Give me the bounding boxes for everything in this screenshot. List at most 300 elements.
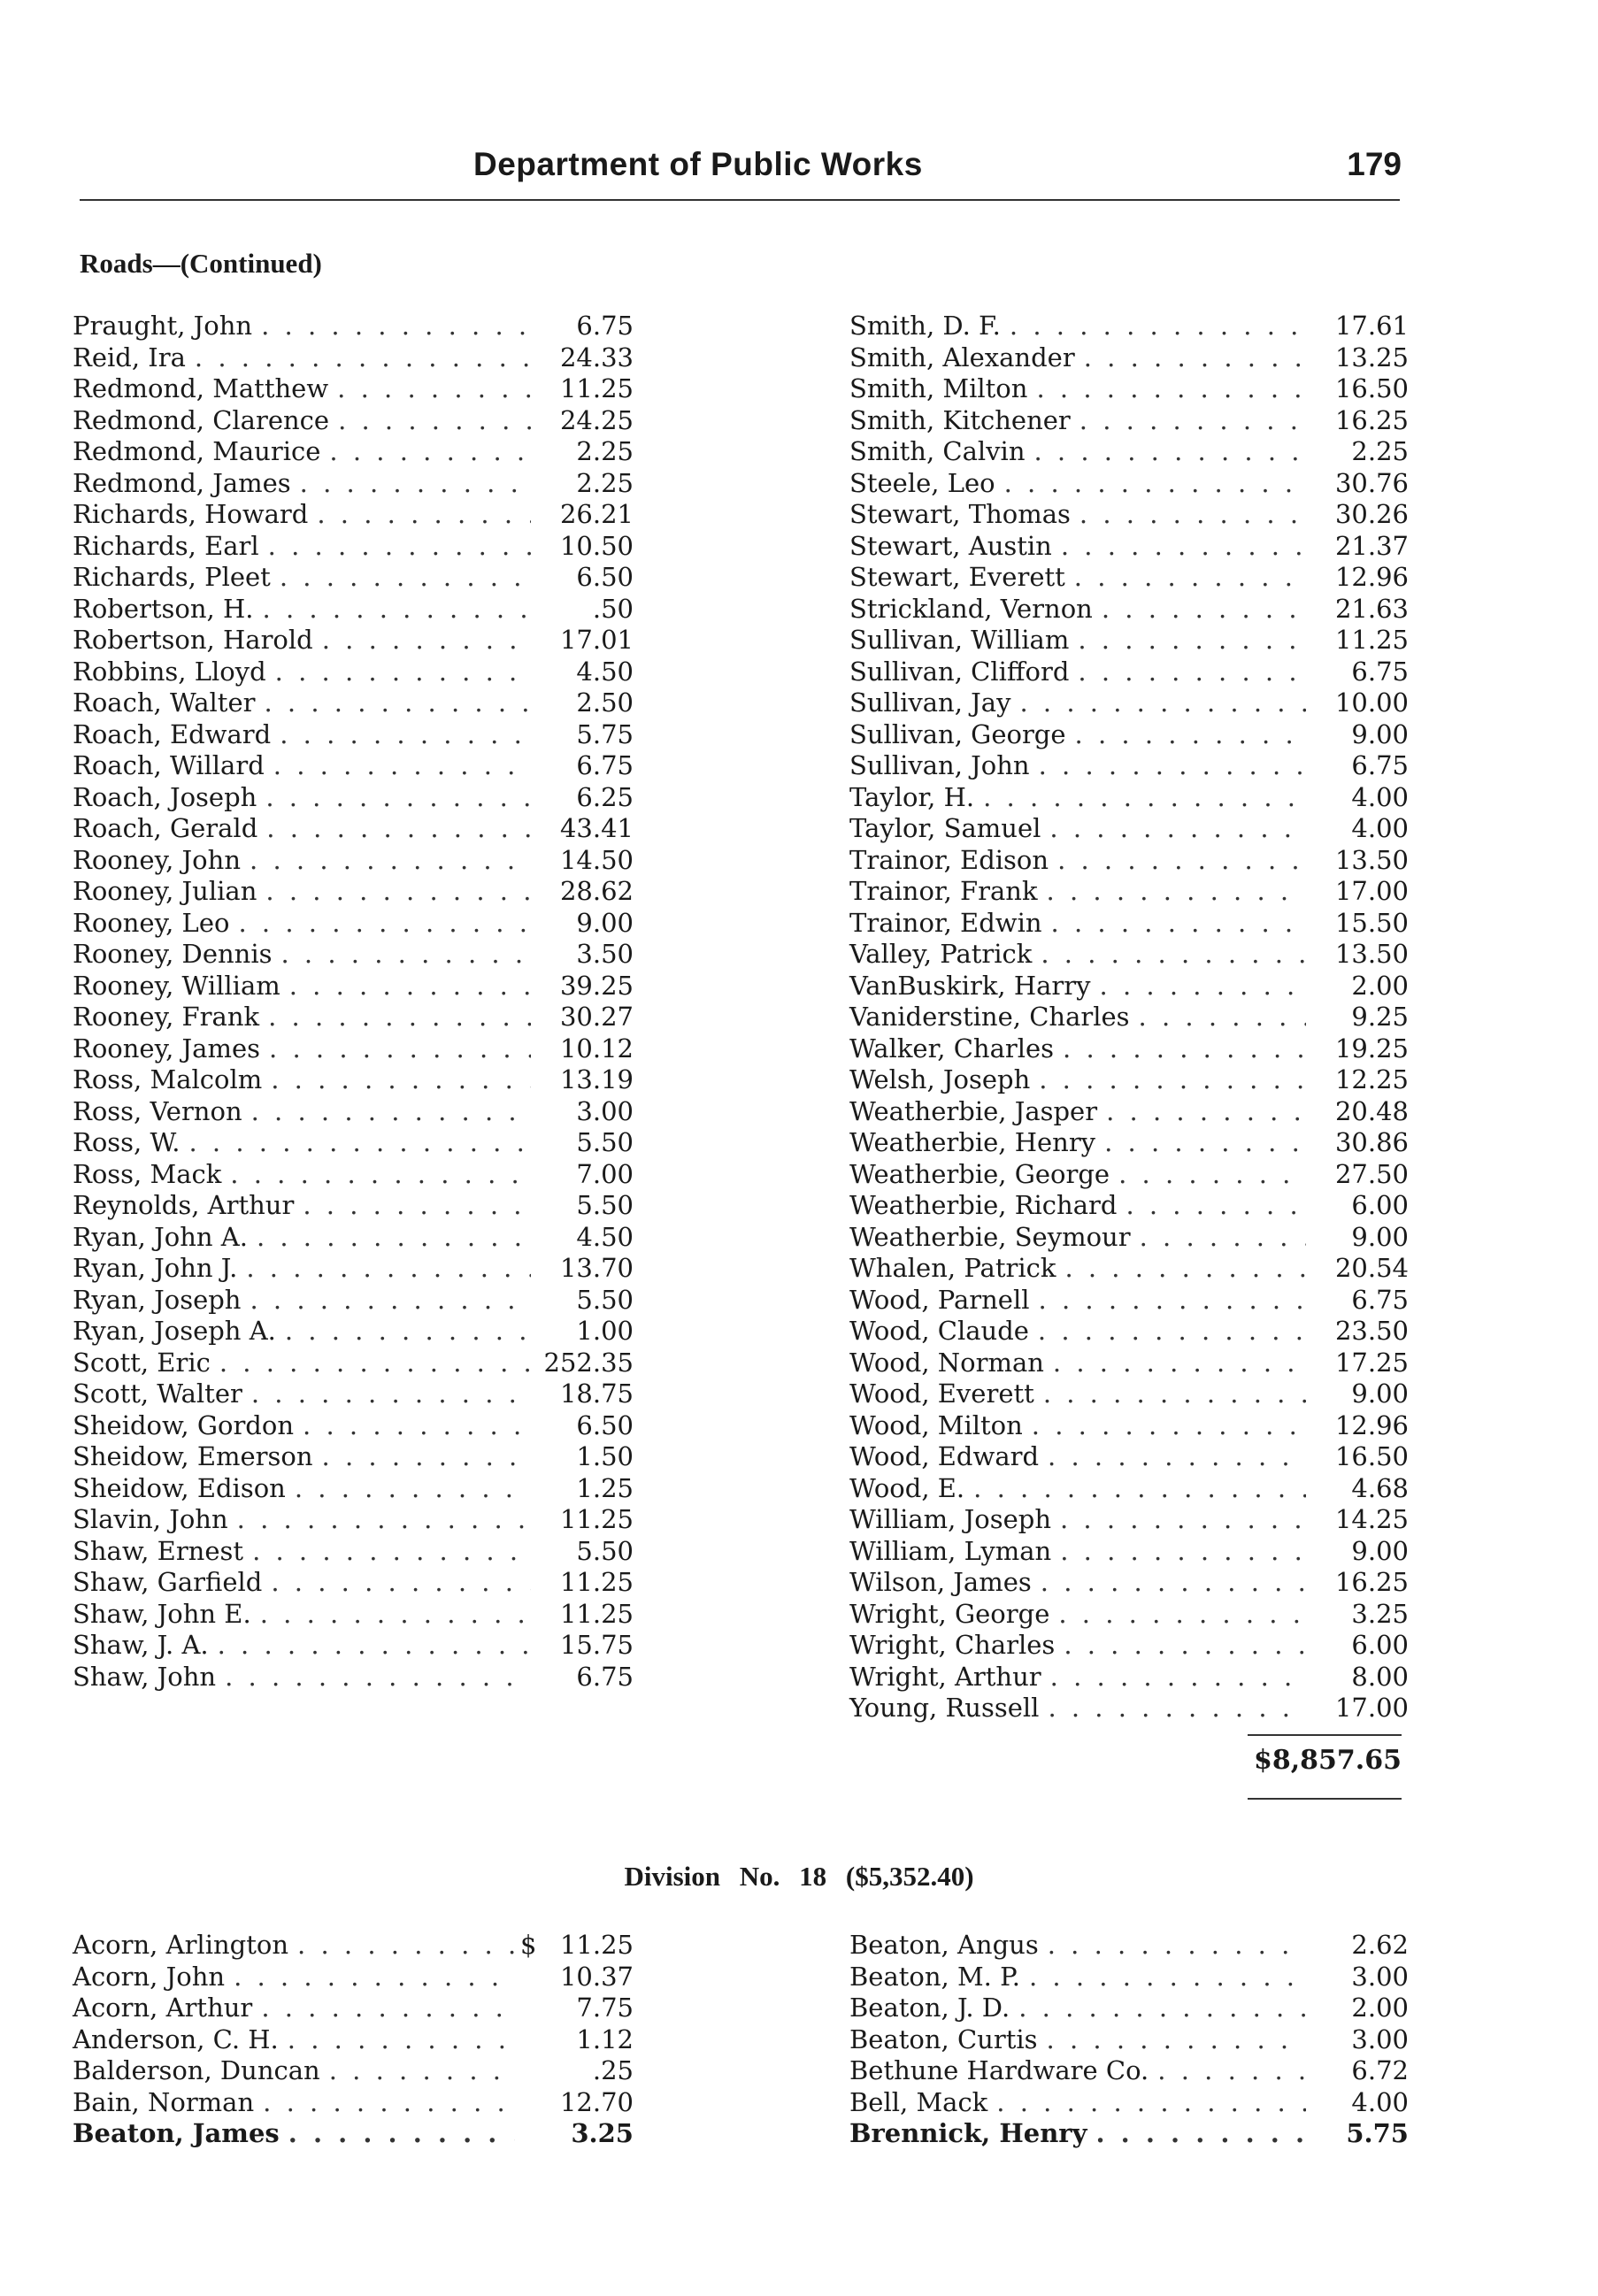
- page-number: 179: [1347, 146, 1402, 182]
- entry-amount: 10.50: [559, 530, 634, 561]
- list-item: [849, 1693, 1409, 1724]
- entry-name: Rooney, Leo: [73, 907, 230, 938]
- entry-name: Redmond, James: [73, 467, 291, 498]
- entry-name: Wood, Norman: [849, 1347, 1044, 1378]
- dot-leader: [261, 1993, 515, 2024]
- entry-name: Beaton, J. D.: [849, 1993, 1010, 2023]
- entry-amount: 2.25: [576, 467, 634, 498]
- entry-amount: 5.75: [576, 718, 634, 749]
- entry-amount: 4.50: [576, 1221, 634, 1252]
- entry-name: Sullivan, Jay: [849, 687, 1011, 718]
- dot-leader: [1157, 2055, 1306, 2087]
- entry-name: Ryan, John J.: [73, 1253, 238, 1283]
- dot-leader: [251, 1096, 531, 1128]
- dot-leader: [188, 1127, 531, 1159]
- entry-name: Sullivan, William: [849, 625, 1070, 655]
- list-item: [849, 2087, 1409, 2119]
- entry-amount: 6.50: [576, 1409, 634, 1440]
- dot-leader: [252, 1536, 531, 1568]
- entry-amount: 9.00: [1351, 718, 1409, 749]
- entry-amount: 12.25: [1334, 1064, 1409, 1094]
- list-item: [73, 1567, 634, 1599]
- entry-amount: 43.41: [559, 813, 634, 843]
- entry-amount: 30.26: [1334, 499, 1409, 529]
- list-item: [849, 468, 1409, 500]
- right-column-list: [849, 311, 1409, 1724]
- dot-leader: [234, 1962, 515, 1993]
- dot-leader: [273, 750, 531, 782]
- entry-amount: 4.00: [1351, 781, 1409, 812]
- list-item: [849, 1033, 1409, 1065]
- dot-leader: [1048, 1930, 1306, 1962]
- list-item: [849, 499, 1409, 531]
- entry-amount: 28.62: [559, 876, 634, 906]
- dot-leader: [1104, 1127, 1306, 1159]
- entry-amount: 27.50: [1334, 1158, 1409, 1189]
- entry-amount: 11.25: [1334, 625, 1409, 655]
- entry-name: Smith, D. F.: [849, 311, 1001, 341]
- list-item: [73, 687, 634, 719]
- list-item: [73, 750, 634, 782]
- entry-amount: 11.25: [559, 1567, 634, 1597]
- entry-name: Acorn, Arlington: [73, 1930, 289, 1960]
- list-item: [73, 1962, 634, 1993]
- entry-name: Vaniderstine, Charles: [849, 1002, 1130, 1032]
- list-item: [73, 373, 634, 405]
- list-item: [849, 311, 1409, 342]
- dot-leader: [265, 876, 531, 908]
- entry-amount: 4.00: [1351, 813, 1409, 843]
- dot-leader: [322, 1441, 531, 1473]
- entry-name: Beaton, James: [73, 2118, 280, 2148]
- list-item: [849, 1285, 1409, 1317]
- entry-name: Reynolds, Arthur: [73, 1190, 295, 1220]
- dot-leader: [322, 625, 531, 657]
- entry-amount: 8.00: [1351, 1661, 1409, 1692]
- dot-leader: [1047, 876, 1306, 908]
- entry-amount: 5.50: [576, 1127, 634, 1157]
- list-item: [849, 1662, 1409, 1693]
- dot-leader: [996, 2087, 1306, 2119]
- entry-name: Wood, Parnell: [849, 1284, 1030, 1315]
- dot-leader: [329, 436, 531, 468]
- entry-amount: 10.00: [1334, 687, 1409, 718]
- list-item: [849, 1159, 1409, 1191]
- section-total: $8,857.65: [1253, 1745, 1402, 1776]
- entry-name: Smith, Alexander: [849, 342, 1075, 372]
- dot-leader: [1063, 1033, 1306, 1065]
- entry-amount: 19.25: [1334, 1033, 1409, 1064]
- entry-name: Redmond, Maurice: [73, 436, 321, 466]
- entry-name: Welsh, Joseph: [849, 1064, 1031, 1094]
- dot-leader: [246, 1253, 531, 1285]
- entry-name: Bain, Norman: [73, 2086, 255, 2117]
- dot-leader: [1095, 2118, 1306, 2150]
- dot-leader: [1050, 1662, 1306, 1693]
- entry-name: Wright, Arthur: [849, 1661, 1041, 1692]
- list-item: [849, 625, 1409, 657]
- left-column-list: [73, 311, 634, 1693]
- dot-leader: [268, 1002, 531, 1033]
- dot-leader: [1102, 594, 1306, 626]
- list-item: [73, 1222, 634, 1254]
- list-item: [849, 1316, 1409, 1348]
- list-item: [73, 1316, 634, 1348]
- dot-leader: [261, 311, 531, 342]
- entry-amount: 30.76: [1334, 467, 1409, 498]
- entry-name: Roach, Walter: [73, 687, 256, 718]
- dot-leader: [1061, 531, 1306, 563]
- list-item: [849, 2024, 1409, 2056]
- entry-amount: 12.96: [1334, 1409, 1409, 1440]
- entry-amount: 3.25: [571, 2118, 634, 2148]
- list-item: [849, 1962, 1409, 1993]
- entry-amount: 1.50: [576, 1441, 634, 1471]
- entry-name: Trainor, Edwin: [849, 907, 1042, 938]
- entry-amount: 18.75: [559, 1378, 634, 1409]
- entry-name: Weatherbie, Richard: [849, 1190, 1118, 1220]
- list-item: [849, 436, 1409, 468]
- entry-name: Acorn, Arthur: [73, 1993, 253, 2023]
- dot-leader: [1057, 845, 1306, 877]
- list-item: [849, 1441, 1409, 1473]
- list-item: [73, 1190, 634, 1222]
- dot-leader: [1079, 499, 1306, 531]
- list-item: [849, 750, 1409, 782]
- entry-amount: 13.19: [559, 1064, 634, 1094]
- entry-name: William, Joseph: [849, 1504, 1051, 1534]
- entry-name: Sullivan, George: [849, 718, 1066, 749]
- page-header-title: Department of Public Works: [473, 146, 923, 182]
- dot-leader: [285, 1316, 531, 1348]
- list-item: [849, 1993, 1409, 2024]
- dot-leader: [1049, 813, 1306, 845]
- list-item: [73, 1285, 634, 1317]
- dot-leader: [1039, 1285, 1306, 1317]
- list-item: [849, 1599, 1409, 1631]
- entry-name: Brennick, Henry: [849, 2118, 1087, 2148]
- dot-leader: [1118, 1159, 1306, 1191]
- entry-amount: 6.75: [1351, 750, 1409, 780]
- entry-name: Shaw, John E.: [73, 1598, 251, 1629]
- list-item: [73, 1002, 634, 1033]
- entry-name: Scott, Walter: [73, 1378, 242, 1409]
- division-left-column-list: [73, 1930, 634, 2150]
- entry-amount: 6.50: [576, 562, 634, 592]
- entry-name: Weatherbie, Seymour: [849, 1221, 1131, 1252]
- entry-name: Rooney, Julian: [73, 876, 257, 906]
- dot-leader: [280, 562, 531, 594]
- entry-name: Ross, Mack: [73, 1158, 222, 1189]
- entry-amount: 2.62: [1351, 1930, 1409, 1960]
- entry-amount: 9.00: [1351, 1535, 1409, 1566]
- entry-amount: 5.50: [576, 1535, 634, 1566]
- header-rule: [80, 199, 1400, 201]
- entry-name: Robertson, H.: [73, 593, 254, 624]
- dot-leader: [281, 939, 532, 971]
- entry-name: Stewart, Thomas: [849, 499, 1071, 529]
- dollar-sign: $: [520, 1930, 537, 1960]
- entry-name: Rooney, John: [73, 844, 242, 875]
- dot-leader: [1075, 719, 1306, 751]
- entry-name: Stewart, Everett: [849, 562, 1065, 592]
- list-item: [849, 1473, 1409, 1505]
- entry-name: William, Lyman: [849, 1535, 1052, 1566]
- list-item: [849, 1253, 1409, 1285]
- list-item: [73, 971, 634, 1002]
- entry-name: Strickland, Vernon: [849, 593, 1093, 624]
- entry-name: Ross, Vernon: [73, 1095, 242, 1126]
- dot-leader: [317, 499, 531, 531]
- dot-leader: [1106, 1096, 1306, 1128]
- list-item: [73, 876, 634, 908]
- dot-leader: [237, 1504, 531, 1536]
- dot-leader: [1100, 971, 1306, 1002]
- list-item: [849, 2055, 1409, 2087]
- entry-amount: 13.25: [1334, 342, 1409, 372]
- entry-name: Wood, Everett: [849, 1378, 1034, 1409]
- list-item: [73, 2055, 634, 2087]
- entry-name: Wright, George: [849, 1598, 1050, 1629]
- dot-leader: [251, 1378, 531, 1410]
- entry-amount: 30.86: [1334, 1127, 1409, 1157]
- entry-amount: 11.25: [559, 1504, 634, 1534]
- entry-name: Steele, Leo: [849, 467, 995, 498]
- list-item: [73, 1410, 634, 1442]
- entry-name: Wilson, James: [849, 1567, 1032, 1597]
- dot-leader: [265, 782, 531, 814]
- dot-leader: [337, 373, 531, 405]
- dot-leader: [1010, 311, 1306, 342]
- entry-amount: 4.68: [1351, 1472, 1409, 1503]
- entry-name: Taylor, H.: [849, 781, 975, 812]
- entry-amount: 11.25: [559, 1930, 634, 1960]
- list-item: [849, 1504, 1409, 1536]
- list-item: [849, 908, 1409, 940]
- list-item: [73, 1378, 634, 1410]
- list-item: [73, 342, 634, 374]
- entry-name: Sheidow, Emerson: [73, 1441, 313, 1471]
- list-item: [849, 1348, 1409, 1379]
- entry-name: Weatherbie, Henry: [849, 1127, 1096, 1157]
- list-item: [73, 625, 634, 657]
- entry-name: Richards, Howard: [73, 499, 309, 529]
- entry-name: Shaw, Garfield: [73, 1567, 263, 1597]
- dot-leader: [1043, 1378, 1306, 1410]
- entry-name: Robertson, Harold: [73, 625, 313, 655]
- list-item: [73, 1253, 634, 1285]
- dot-leader: [1041, 1567, 1306, 1599]
- list-item: [849, 1567, 1409, 1599]
- list-item: [73, 845, 634, 877]
- entry-amount: 6.72: [1351, 2055, 1409, 2085]
- entry-name: Shaw, John: [73, 1661, 217, 1692]
- entry-name: Rooney, Frank: [73, 1002, 260, 1032]
- dot-leader: [1047, 2024, 1306, 2056]
- entry-name: Acorn, John: [73, 1961, 226, 1992]
- entry-name: Sheidow, Edison: [73, 1472, 286, 1503]
- entry-amount: 2.00: [1351, 970, 1409, 1001]
- entry-name: Ryan, Joseph: [73, 1284, 242, 1315]
- entry-name: Redmond, Matthew: [73, 373, 329, 403]
- entry-name: Roach, Gerald: [73, 813, 258, 843]
- entry-amount: 5.50: [576, 1284, 634, 1315]
- list-item: [849, 1930, 1409, 1962]
- entry-amount: 6.00: [1351, 1630, 1409, 1660]
- dot-leader: [250, 845, 531, 877]
- entry-amount: 21.63: [1334, 593, 1409, 624]
- entry-amount: 3.50: [576, 939, 634, 969]
- list-item: [73, 405, 634, 437]
- dot-leader: [1060, 1504, 1306, 1536]
- list-item: [849, 1410, 1409, 1442]
- entry-name: Ryan, John A.: [73, 1221, 248, 1252]
- entry-amount: 5.50: [576, 1190, 634, 1220]
- entry-name: Wright, Charles: [849, 1630, 1056, 1660]
- dot-leader: [195, 342, 531, 374]
- entry-name: Roach, Edward: [73, 718, 272, 749]
- entry-amount: 12.96: [1334, 562, 1409, 592]
- entry-name: Smith, Calvin: [849, 436, 1026, 466]
- entry-amount: 2.25: [1351, 436, 1409, 466]
- entry-name: Weatherbie, Jasper: [849, 1095, 1098, 1126]
- entry-amount: 10.12: [559, 1033, 634, 1064]
- entry-amount: 13.70: [559, 1253, 634, 1283]
- list-item: [849, 939, 1409, 971]
- list-item: [849, 1222, 1409, 1254]
- list-item: [849, 1630, 1409, 1662]
- dot-leader: [300, 468, 531, 500]
- entry-amount: 2.00: [1351, 1993, 1409, 2023]
- entry-amount: 30.27: [559, 1002, 634, 1032]
- entry-amount: 1.00: [576, 1316, 634, 1346]
- entry-amount: 16.25: [1334, 1567, 1409, 1597]
- entry-name: Balderson, Duncan: [73, 2055, 320, 2085]
- list-item: [73, 468, 634, 500]
- dot-leader: [271, 1567, 531, 1599]
- entry-amount: 9.00: [1351, 1378, 1409, 1409]
- list-item: [849, 531, 1409, 563]
- list-item: [849, 373, 1409, 405]
- list-item: [73, 2024, 634, 2056]
- list-item: [73, 311, 634, 342]
- dot-leader: [263, 2087, 515, 2119]
- total-rule-bottom: [1248, 1798, 1402, 1800]
- entry-amount: 15.75: [559, 1630, 634, 1660]
- dot-leader: [1140, 1222, 1306, 1254]
- entry-name: Shaw, Ernest: [73, 1535, 244, 1566]
- list-item: [73, 2087, 634, 2119]
- entry-amount: 4.00: [1351, 2086, 1409, 2117]
- dot-leader: [1058, 1599, 1306, 1631]
- dot-leader: [1036, 373, 1306, 405]
- dot-leader: [269, 1033, 531, 1065]
- entry-amount: 17.61: [1334, 311, 1409, 341]
- entry-name: Roach, Willard: [73, 750, 265, 780]
- list-item: [73, 594, 634, 626]
- list-item: [73, 2118, 634, 2150]
- list-item: [73, 1348, 634, 1379]
- entry-name: Ryan, Joseph A.: [73, 1316, 276, 1346]
- list-item: [73, 1159, 634, 1191]
- dot-leader: [303, 1410, 531, 1442]
- entry-amount: 21.37: [1334, 530, 1409, 561]
- entry-amount: 12.70: [559, 2086, 634, 2117]
- dot-leader: [260, 1599, 531, 1631]
- entry-amount: 15.50: [1334, 907, 1409, 938]
- entry-name: Young, Russell: [849, 1693, 1040, 1723]
- dot-leader: [1079, 405, 1306, 437]
- dot-leader: [268, 531, 531, 563]
- dot-leader: [1078, 657, 1306, 688]
- division-heading: Division No. 18 ($5,352.40): [624, 1861, 974, 1892]
- dot-leader: [1053, 1348, 1306, 1379]
- dot-leader: [266, 813, 531, 845]
- dot-leader: [1019, 687, 1306, 719]
- dot-leader: [288, 2118, 515, 2150]
- entry-amount: 10.37: [559, 1961, 634, 1992]
- list-item: [73, 1033, 634, 1065]
- entry-amount: 26.21: [559, 499, 634, 529]
- dot-leader: [1051, 908, 1306, 940]
- entry-amount: .25: [592, 2055, 634, 2085]
- dot-leader: [250, 1285, 531, 1317]
- entry-amount: 9.00: [576, 907, 634, 938]
- list-item: [73, 1064, 634, 1096]
- dot-leader: [257, 1222, 531, 1254]
- entry-name: Reid, Ira: [73, 342, 186, 372]
- entry-name: Smith, Milton: [849, 373, 1028, 403]
- dot-leader: [297, 1930, 515, 1962]
- dot-leader: [238, 908, 531, 940]
- list-item: [73, 813, 634, 845]
- dot-leader: [1060, 1536, 1306, 1568]
- entry-amount: 16.25: [1334, 404, 1409, 435]
- list-item: [73, 1630, 634, 1662]
- list-item: [73, 1930, 634, 1962]
- entry-name: Scott, Eric: [73, 1347, 211, 1378]
- list-item: [73, 531, 634, 563]
- list-item: [849, 405, 1409, 437]
- entry-name: Wood, Edward: [849, 1441, 1040, 1471]
- entry-name: Ross, Malcolm: [73, 1064, 263, 1094]
- entry-amount: 23.50: [1334, 1316, 1409, 1346]
- dot-leader: [264, 687, 531, 719]
- entry-amount: 3.00: [1351, 1961, 1409, 1992]
- dot-leader: [295, 1473, 531, 1505]
- dot-leader: [303, 1190, 531, 1222]
- entry-amount: 14.25: [1334, 1504, 1409, 1534]
- dot-leader: [1029, 1962, 1306, 1993]
- list-item: [849, 971, 1409, 1002]
- list-item: [73, 908, 634, 940]
- entry-name: Sullivan, John: [849, 750, 1030, 780]
- dot-leader: [263, 594, 531, 626]
- entry-name: Beaton, Curtis: [849, 2023, 1038, 2054]
- entry-amount: 16.50: [1334, 373, 1409, 403]
- entry-name: Taylor, Samuel: [849, 813, 1041, 843]
- list-item: [73, 436, 634, 468]
- list-item: [73, 1536, 634, 1568]
- entry-name: Beaton, Angus: [849, 1930, 1039, 1960]
- entry-amount: 6.00: [1351, 1190, 1409, 1220]
- list-item: [73, 1127, 634, 1159]
- dot-leader: [1032, 1410, 1306, 1442]
- list-item: [73, 1441, 634, 1473]
- dot-leader: [338, 405, 531, 437]
- list-item: [849, 876, 1409, 908]
- entry-amount: 17.00: [1334, 1693, 1409, 1723]
